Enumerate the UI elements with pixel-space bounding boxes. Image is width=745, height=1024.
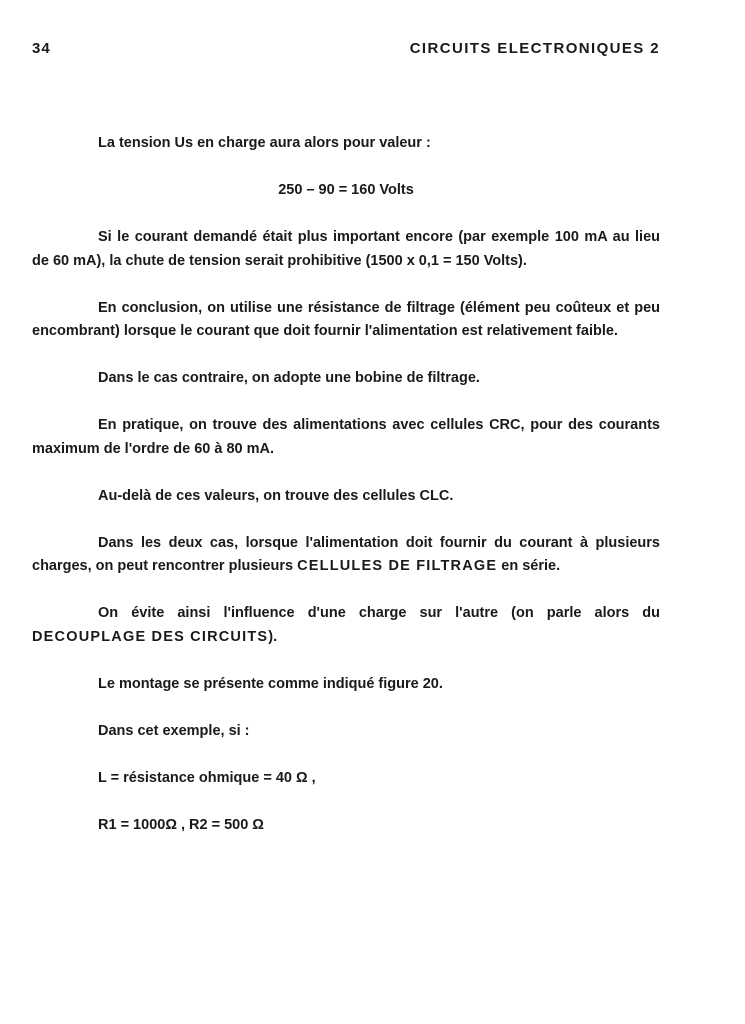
page-header — [32, 40, 660, 62]
paragraph-conclusion: En conclusion, on utilise une résistance de filtrage (élément peu coûteux et peu encombrant) lorsque le courant que doit fournir l'alimentation est relativement faible. — [32, 299, 660, 339]
decouplage-term: DECOUPLAGE DES CIRCUITS — [32, 628, 269, 645]
paragraph-resistance-ohmique: L = résistance ohmique = 40 Ω , — [98, 769, 316, 786]
paragraph-tension-en-charge: La tension Us en charge aura alors pour valeur : — [98, 135, 431, 151]
paragraph-deux-cas — [32, 532, 660, 579]
page-number: 34 — [32, 40, 51, 57]
paragraph-decouplage-text-a: On évite ainsi l'influence d'une charge sur l'autre (on parle alors du — [98, 605, 660, 621]
paragraph-r1-r2: R1 = 1000Ω , R2 = 500 Ω — [98, 816, 264, 833]
paragraph-deux-cas-text-c: en série. — [497, 558, 561, 574]
paragraph-decouplage-text-c: ). — [268, 628, 278, 645]
paragraph-au-dela: Au-delà de ces valeurs, on trouve des cellules CLC. — [98, 487, 454, 504]
paragraph-montage: Le montage se présente comme indiqué figure 20. — [98, 675, 443, 692]
body-text — [32, 132, 660, 861]
paragraph-pratique: En pratique, on trouve des alimentations avec cellules CRC, pour des courants maximum de l'ordre de 60 à 80 mA. — [32, 417, 660, 457]
paragraph-courant-important: Si le courant demandé était plus important encore (par exemple 100 mA au lieu de 60 mA), la chute de tension serait prohibitive (1500 x 0,1 = 150 Volts). — [32, 229, 660, 269]
running-title: CIRCUITS ELECTRONIQUES 2 — [409, 40, 660, 57]
paragraph-deux-cas-text-a: Dans les deux cas, lorsque l'alimentation doit fournir du courant à plusieurs charges, on peut rencontrer plusieurs — [32, 534, 660, 574]
paragraph-exemple: Dans cet exemple, si : — [98, 722, 250, 739]
cellules-de-filtrage-term: CELLULES DE FILTRAGE — [297, 558, 498, 574]
equation-volts: 250 – 90 = 160 Volts — [278, 182, 414, 198]
paragraph-cas-contraire: Dans le cas contraire, on adopte une bobine de filtrage. — [98, 370, 480, 386]
paragraph-decouplage — [32, 602, 660, 649]
